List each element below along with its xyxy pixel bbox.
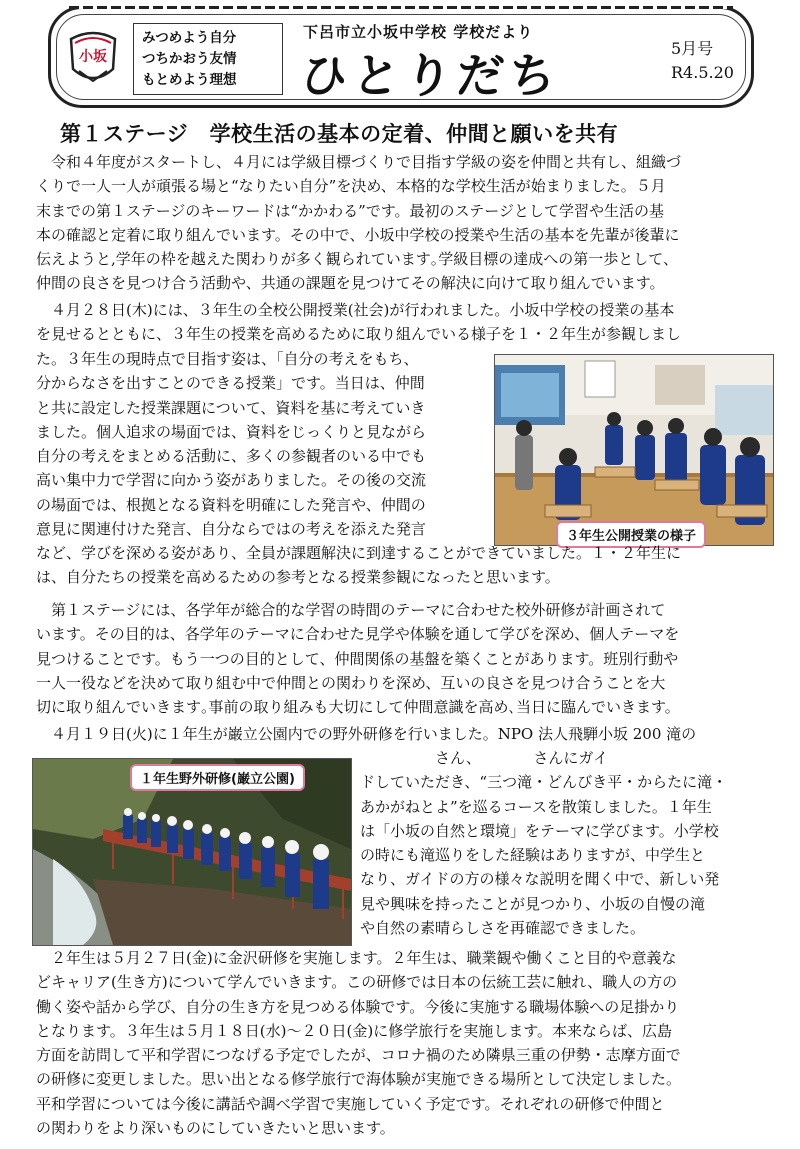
text-line: の研修に変更しました。思い出となる修学旅行で海体験が実施できる場所として決定しました。 — [36, 1070, 682, 1089]
text-line: となります。３年生は５月１８日(水)～２０日(金)に修学旅行を実施します。本来ならば、広島 — [36, 1021, 673, 1040]
paragraph-field-trips — [36, 598, 772, 719]
text-line: 働く姿や話から学び、自分の生き方を見つめる体験です。今後に実施する職場体験への足掛かり — [36, 997, 680, 1016]
text-line: なり、ガイドの方の様々な説明を聞く中で、新しい発 — [360, 870, 720, 889]
text-line: 仲間の良さを見つけ合う活動や、共通の課題を見つけてその解決に向けて取り組んでいます。 — [36, 274, 665, 293]
text-line: ４月１９日(火)に１年生が巌立公園内での野外研修を行いました。NPO 法人飛騨小坂 200 滝の — [36, 725, 697, 743]
text-line: 本の確認と定着に取り組んでいます。その中で、小坂中学校の授業や生活の基本を先輩が後輩に — [36, 225, 680, 244]
paragraph-second-third-year — [36, 946, 772, 1140]
text-line: ました。個人追求の場面では、資料をじっくりと見ながら — [36, 422, 427, 441]
text-line: など、学びを深める姿があり、全員が課題解決に到達することができていました。１・２年生に — [36, 544, 682, 562]
paragraph-first-year-right — [360, 746, 772, 940]
classroom-photo-caption: ３年生公開授業の様子 — [556, 521, 706, 548]
text-line: 分からなさを出すことのできる授業」です。当日は、仲間 — [36, 374, 425, 393]
article-headline: 第１ステージ 学校生活の基本の定着、仲間と願いを共有 — [60, 122, 619, 146]
text-line: ドしていただき、“三つ滝・どんびき平・からたに滝・ — [360, 773, 728, 792]
text-line: は「小坂の自然と環境」をテーマに学びます。小学校 — [360, 821, 719, 840]
text-line: 末までの第１ステージのキーワードは“かかわる”です。最初のステージとして学習や生活の基 — [36, 201, 664, 220]
text-line: 一人一役などを決めて取り組む中で仲間との関わりを深め、互いの良さを見つけ合うことを大 — [36, 673, 666, 692]
masthead — [48, 6, 754, 108]
text-line: います。その目的は、各学年のテーマに合わせた見学や体験を通して学びを深め、個人テーマを — [36, 625, 680, 644]
text-line: 平和学習については今後に講話や調べ学習で実施していく予定です。それぞれの研修で仲間と — [36, 1094, 665, 1113]
text-line: を見せるとともに、３年生の授業を高めるために取り組んでいる様子を１・２年生が参観しまし — [36, 325, 682, 344]
text-line: さん、 さんにガイ — [360, 749, 608, 767]
text-line: た。３年生の現時点で目指す姿は、「自分の考えをもち、 — [36, 350, 419, 368]
text-line: の時にも滝巡りをした経験はありますが、中学生と — [360, 846, 706, 865]
paragraph-intro — [36, 150, 772, 296]
issue-month: 5月号 — [671, 39, 714, 58]
text-line: どキャリア(生き方)について学んでいきます。この研修では日本の伝統工芸に触れ、職人の方の — [36, 973, 678, 992]
text-line: 自分の考えをまとめる活動に、多くの参観者のいる中でも — [36, 447, 427, 466]
text-line: 伝えようと,学年の枠を越えた関わりが多く観られています｡学級目標の達成への第一歩として、 — [36, 250, 678, 269]
text-line: の場面では、根拠となる資料を明確にした発言や、仲間の — [36, 495, 426, 514]
text-line: ４月２８日(木)には、３年生の全校公開授業(社会)が行われました。小坂中学校の授業の基本 — [36, 301, 675, 319]
text-line: 第１ステージには、各学年が総合的な学習の時間のテーマに合わせた校外研修が計画されて — [36, 601, 666, 619]
motto-line: もとめよう理想 — [142, 72, 237, 88]
text-line: 令和４年度がスタートし、４月には学級目標づくりで目指す学級の姿を仲間と共有し、組織づ — [36, 153, 682, 171]
motto-line: みつめよう自分 — [142, 30, 237, 46]
issue-info — [671, 37, 734, 85]
school-name: 下呂市立小坂中学校 学校だより — [303, 23, 534, 41]
newsletter-title: ひとりだち — [297, 49, 564, 104]
text-line: 意見に関連付けた発言、自分ならではの考えを添えた発言 — [36, 520, 426, 539]
text-line: 高い集中力で学習に向かう姿がありました。その後の交流 — [36, 471, 427, 490]
text-line: の関わりをより深いものにしていきたいと思います。 — [36, 1119, 395, 1138]
text-line: 切に取り組んでいきます｡事前の取り組みも大切にして仲間意識を高め､当日に臨んでいきます。 — [36, 698, 680, 717]
text-line: 方面を訪問して平和学習につなげる予定でしたが、コロナ禍のため隣県三重の伊勢・志摩方面で — [36, 1046, 681, 1065]
issue-date: R4.5.20 — [671, 63, 734, 82]
text-line: くりで一人一人が頑張る場と“なりたい自分”を決め、本格的な学校生活が始まりました。５月 — [36, 177, 666, 196]
outdoor-photo-caption: １年生野外研修(巌立公園) — [130, 764, 305, 791]
motto-line: つちかおう友情 — [142, 51, 237, 67]
text-line: ２年生は５月２７日(金)に金沢研修を実施します。２年生は、職業観や働くこと目的や意義な — [36, 949, 677, 967]
text-line: や自然の素晴らしさを再確認できました。 — [360, 919, 646, 938]
text-line: 見や興味を持ったことが見つかり、小坂の自慢の滝 — [360, 894, 706, 913]
paragraph-open-class-top — [36, 298, 772, 347]
crest-text: 小坂 — [79, 49, 107, 65]
paragraph-first-year-top — [36, 722, 772, 746]
classroom-photo — [494, 354, 774, 546]
text-line: と共に設定した授業課題について、資料を基に考えていき — [36, 398, 426, 417]
text-line: 見つけることです。もう一つの目的として、仲間関係の基盤を築くことがあります。班別行動や — [36, 649, 679, 668]
text-line: あかがねとよ”を巡るコースを散策しました。１年生 — [360, 797, 712, 816]
text-line: は、自分たちの授業を高めるための参考となる授業参観になったと思います。 — [36, 568, 560, 587]
paragraph-open-class-bottom — [36, 541, 772, 590]
paragraph-open-class-left — [36, 347, 484, 541]
school-motto — [133, 23, 283, 95]
school-crest-icon — [65, 25, 121, 91]
